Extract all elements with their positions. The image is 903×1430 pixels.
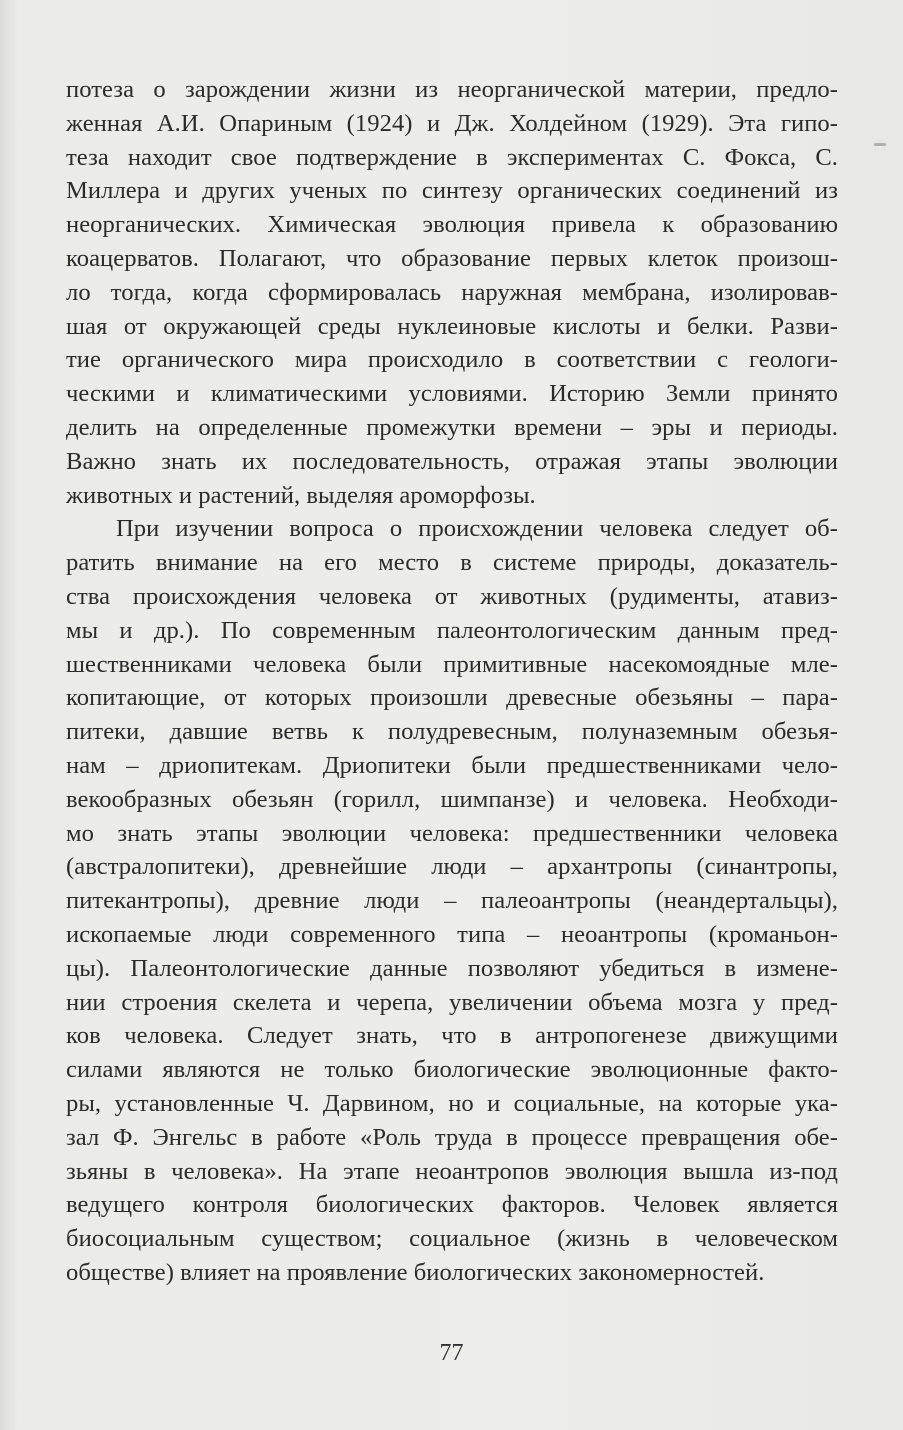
text-line: обществе) влияет на проявление биологических закономерностей.: [66, 1258, 765, 1286]
paragraph-1: [66, 73, 838, 512]
text-line: зьяны в человека». На этапе неоантропов эволюция вышла из-под: [66, 1157, 838, 1185]
text-line: неорганических. Химическая эволюция привела к образованию: [66, 211, 838, 239]
text-line: мо знать этапы эволюции человека: предшественники человека: [66, 819, 838, 847]
text-line: шая от окружающей среды нуклеиновые кислоты и белки. Разви-: [66, 312, 838, 340]
text-line: мы и др.). По современным палеонтологическим данным пред-: [66, 616, 838, 644]
text-line: животных и растений, выделяя ароморфозы.: [66, 481, 536, 509]
text-line: (австралопитеки), древнейшие люди – архантропы (синантропы,: [66, 853, 838, 881]
text-line: При изучении вопроса о происхождении человека следует об-: [116, 515, 838, 543]
text-line: коацерватов. Полагают, что образование первых клеток произош-: [66, 244, 838, 272]
text-line: потеза о зарождении жизни из неорганической материи, предло-: [66, 76, 838, 103]
text-line: женная А.И. Опариным (1924) и Дж. Холдейном (1929). Эта гипо-: [66, 109, 838, 137]
text-line: нам – дриопитекам. Дриопитеки были предшественниками чело-: [66, 751, 838, 779]
text-line: биосоциальным существом; социальное (жизнь в человеческом: [66, 1225, 838, 1253]
text-line: питеки, давшие ветвь к полудревесным, полуназемным обезья-: [66, 718, 838, 746]
text-line: ло тогда, когда сформировалась наружная мембрана, изолировав-: [66, 278, 838, 306]
text-line: ков человека. Следует знать, что в антропогенезе движущими: [66, 1022, 838, 1050]
text-line: питекантропы), древние люди – палеоантропы (неандертальцы),: [66, 887, 838, 915]
text-line: ры, установленные Ч. Дарвином, но и социальные, на которые ука-: [66, 1089, 838, 1117]
text-line: ратить внимание на его место в системе природы, доказатель-: [66, 549, 838, 577]
text-line: делить на определенные промежутки времени – эры и периоды.: [66, 413, 838, 441]
text-line: ведущего контроля биологических факторов. Человек является: [66, 1191, 838, 1219]
text-line: зал Ф. Энгельс в работе «Роль труда в процессе превращения обе-: [66, 1123, 838, 1151]
text-line: цы). Палеонтологические данные позволяют убедиться в измене-: [66, 954, 838, 982]
text-line: Важно знать их последовательность, отражая этапы эволюции: [66, 447, 838, 475]
text-line: копитающие, от которых произошли древесные обезьяны – пара-: [66, 684, 838, 712]
scan-speck: [874, 143, 886, 146]
text-line: Миллера и других ученых по синтезу органических соединений из: [66, 177, 838, 205]
text-line: теза находит свое подтверждение в экспериментах С. Фокса, С.: [66, 143, 838, 171]
paragraph-2: [66, 512, 838, 1289]
text-line: векообразных обезьян (горилл, шимпанзе) и человека. Необходи-: [66, 785, 838, 813]
text-line: тие органического мира происходило в соответствии с геологи-: [66, 346, 838, 374]
text-line: силами являются не только биологические эволюционные факто-: [66, 1056, 838, 1084]
text-line: нии строения скелета и черепа, увеличении объема мозга у пред-: [66, 988, 838, 1016]
text-line: ства происхождения человека от животных (рудименты, атавиз-: [66, 582, 838, 610]
text-line: шественниками человека были примитивные насекомоядные мле-: [66, 650, 838, 678]
text-line: ческими и климатическими условиями. Историю Земли принято: [66, 380, 838, 408]
body-text: [66, 73, 838, 1290]
page-number: 77: [439, 1340, 464, 1366]
text-line: ископаемые люди современного типа – неоантропы (кроманьон-: [66, 920, 838, 948]
